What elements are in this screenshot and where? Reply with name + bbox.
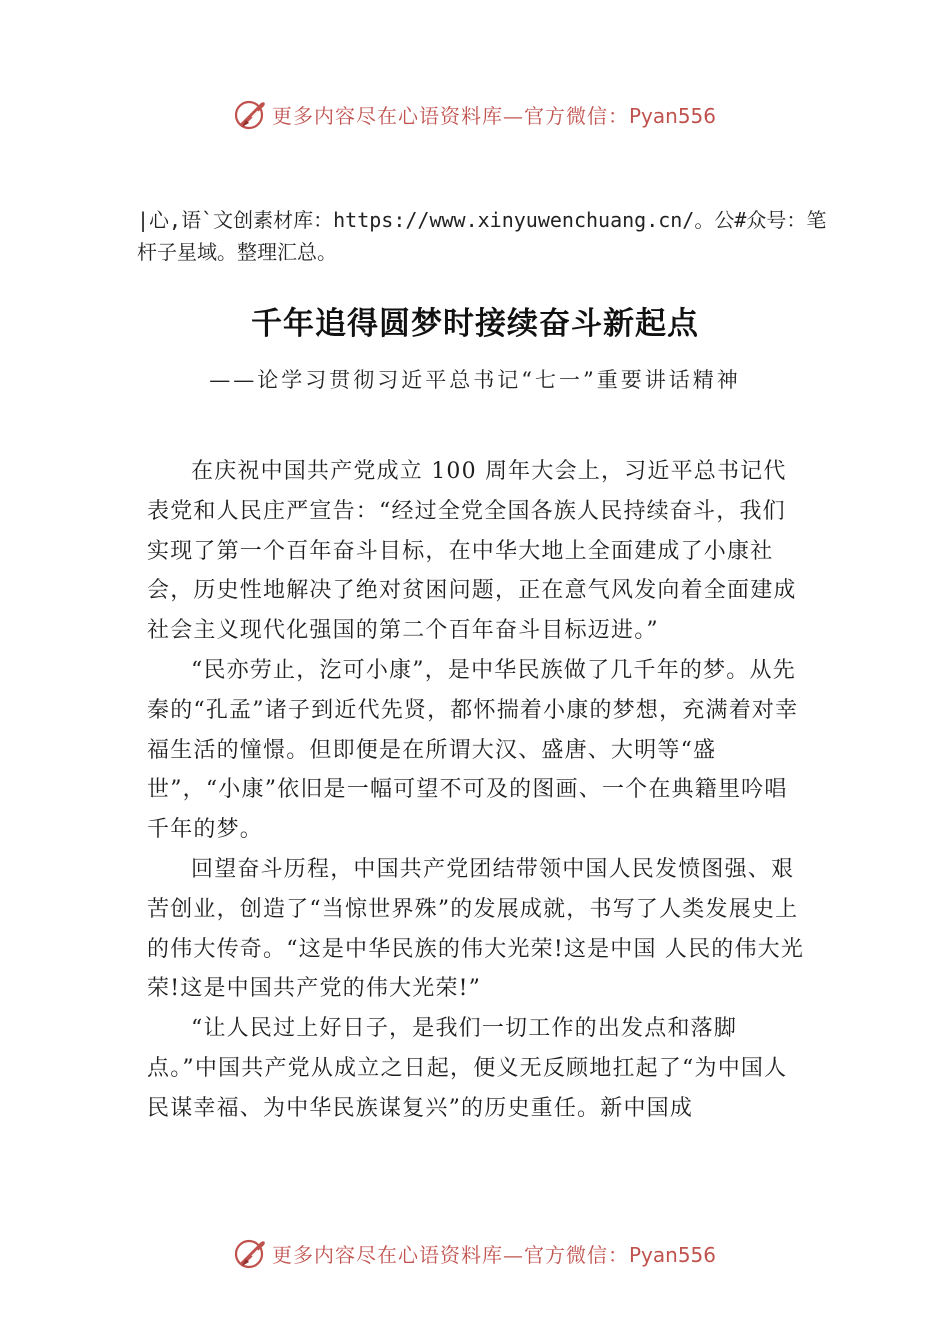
paragraph: 在庆祝中国共产党成立 100 周年大会上，习近平总书记代表党和人民庄严宣告：“经过全党全国各族人民持续奋斗，我们实现了第一个百年奋斗目标，在中华大地上全面建成了小康社会，历史性地解决了绝对贫困问题，正在意气风发向着全面建成社会主义现代化强国的第二个百年奋斗目标迈进。” [147,459,797,644]
paragraph: “民亦劳止，汔可小康”，是中华民族做了几千年的梦。从先秦的“孔孟”诸子到近代先贤，都怀揣着小康的梦想，充满着对幸福生活的憧憬。但即便是在所谓大汉、盛唐、大明等“盛世”，“小康”依旧是一幅可望不可及的图画、一个在典籍里吟唱千年的梦。 [147,657,799,843]
paragraph: “让人民过上好日子，是我们一切工作的出发点和落脚点。”中国共产党从成立之日起，便义无反顾地扛起了“为中国人民谋幸福、为中华民族谋复兴”的历史重任。新中国成 [147,1016,788,1121]
footer-banner-text [272,1239,716,1268]
header-banner [0,94,950,134]
header-wechat-id: Pyan556 [628,103,716,128]
header-banner-label: 更多内容尽在心语资料库—官方微信： [271,103,629,128]
paragraph: 回望奋斗历程，中国共产党团结带领中国人民发愤图强、艰苦创业，创造了“当惊世界殊”的发展成就，书写了人类发展史上的伟大传奇。“这是中华民族的伟大光荣!这是中国 人民的伟大光荣!这是中国共产党的伟大光荣!” [147,856,805,1002]
article-body [147,452,807,1129]
article-title: 千年追得圆梦时接续奋斗新起点 [251,306,699,342]
footer-banner-label: 更多内容尽在心语资料库—官方微信： [271,1242,629,1267]
header-banner-text [272,100,716,129]
article-subtitle: ——论学习贯彻习近平总书记“七一”重要讲话精神 [209,368,741,392]
quill-pen-logo-icon [234,97,268,131]
footer-banner [0,1233,950,1273]
quill-pen-logo-icon [234,1236,268,1270]
footer-wechat-id: Pyan556 [628,1242,716,1267]
source-note: |心,语`文创素材库：https://www.xinyuwenchuang.cn/。公#众号：笔杆子星域。整理汇总。 [137,208,827,264]
